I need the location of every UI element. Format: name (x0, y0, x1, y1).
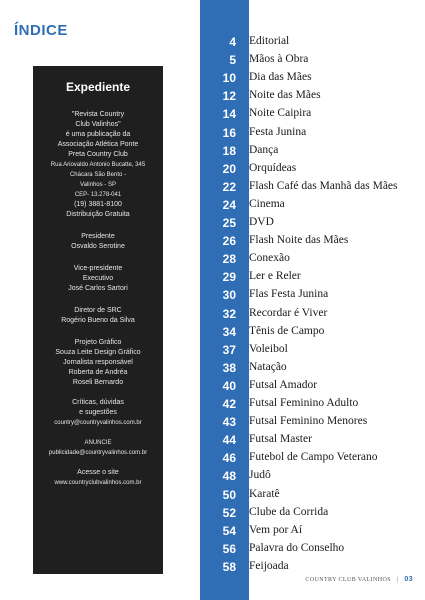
toc-title: Noite das Mães (249, 89, 321, 102)
expediente-line: Roseli Bernardo (72, 379, 124, 386)
expediente-line: "Revista Country (71, 111, 125, 118)
toc-entry[interactable] (0, 268, 425, 286)
toc-entry[interactable] (0, 395, 425, 413)
toc-page-number: 22 (222, 179, 236, 194)
expediente-line: Diretor de SRC (74, 307, 122, 314)
expediente-line: Jornalista responsável (63, 359, 133, 366)
toc-page-number: 24 (222, 197, 236, 212)
toc-title: Noite Caipira (249, 107, 312, 120)
toc-page-number: 34 (222, 324, 236, 339)
expediente-line: ANUNCIE (84, 440, 112, 446)
expediente-line: Preta Country Club (68, 151, 128, 158)
toc-page-number: 43 (222, 415, 236, 430)
expediente-line: Associação Atlética Ponte (57, 141, 139, 148)
toc-page-number: 48 (222, 469, 236, 484)
toc-entry[interactable] (0, 449, 425, 467)
toc-title: Tênis de Campo (249, 324, 325, 337)
toc-title: Recordar é Viver (249, 306, 328, 319)
toc-page-number: 5 (229, 53, 236, 68)
toc-entry[interactable] (0, 467, 425, 485)
toc-entry[interactable] (0, 323, 425, 341)
expediente-line: Souza Leite Design Gráfico (55, 349, 141, 356)
toc-title: Conexão (249, 252, 290, 265)
toc-entry[interactable] (0, 504, 425, 522)
toc-page-number: 42 (222, 397, 236, 411)
expediente-contact-link[interactable]: publicidade@countryvalinhos.com.br (48, 450, 148, 456)
toc-title: Cinema (249, 197, 285, 210)
toc-page-number: 56 (222, 541, 236, 556)
toc-page-number: 28 (222, 252, 236, 267)
page-footer (305, 576, 413, 583)
expediente-line: José Carlos Sartori (68, 285, 128, 292)
expediente-line: Críticas, dúvidas (72, 399, 124, 406)
toc-title: Editorial (249, 35, 290, 47)
expediente-line: Osvaldo Serotine (71, 243, 125, 250)
toc-page-number: 26 (222, 234, 236, 249)
toc-title: Ler e Reler (249, 270, 301, 283)
toc-title: Dia das Mães (249, 71, 312, 84)
toc-title: Vem por Aí (249, 523, 303, 536)
toc-entry[interactable] (0, 178, 425, 196)
toc-page-number: 4 (229, 35, 236, 49)
expediente-line: Vice-presidente (73, 265, 123, 272)
expediente-line: Roberta de Andréa (68, 369, 128, 376)
toc-page-number: 44 (222, 433, 236, 448)
expediente-line: e sugestões (79, 409, 117, 416)
magazine-name: COUNTRY CLUB VALINHOS (305, 577, 391, 583)
toc-entry[interactable] (0, 486, 425, 504)
expediente-line: Distribuição Gratuita (66, 211, 130, 218)
page-number: 03 (404, 576, 413, 583)
toc-page-number: 52 (222, 505, 236, 520)
expediente-title: Expediente (65, 80, 131, 94)
footer-separator: | (396, 577, 399, 583)
toc-page-number: 46 (222, 451, 236, 466)
toc-entry[interactable] (0, 359, 425, 377)
page-title: ÍNDICE (14, 22, 68, 39)
toc-entry[interactable] (0, 305, 425, 323)
expediente-contact-link[interactable]: www.countryclubvalinhos.com.br (54, 480, 142, 486)
toc-title: Mãos à Obra (249, 53, 309, 66)
toc-page-number: 30 (222, 288, 236, 303)
expediente-line: Valinhos - SP (80, 182, 116, 188)
expediente-line: CEP- 13.278-041 (74, 192, 122, 198)
toc-title: Futsal Amador (249, 378, 318, 391)
toc-entry[interactable] (0, 51, 425, 69)
toc-entry[interactable] (0, 232, 425, 250)
toc-title: DVD (249, 216, 274, 228)
expediente-line: Executivo (82, 275, 114, 282)
toc-title: Futsal Master (249, 433, 312, 446)
toc-entry[interactable] (0, 87, 425, 105)
toc-entry[interactable] (0, 413, 425, 431)
toc-entry[interactable] (0, 540, 425, 558)
toc-title: Flash Noite das Mães (249, 234, 349, 247)
expediente-line: Acesse o site (77, 469, 119, 476)
toc-title: Flash Café das Manhã das Mães (249, 179, 398, 192)
toc-entry[interactable] (0, 377, 425, 395)
toc-page-number: 38 (222, 360, 236, 375)
toc-title: Futsal Feminino Menores (249, 415, 368, 428)
expediente-line: (19) 3881-8100 (74, 201, 122, 208)
toc-entry[interactable] (0, 250, 425, 268)
toc-entry[interactable] (0, 558, 425, 576)
expediente-line: Chácara São Bento - (69, 172, 127, 178)
toc-title: Voleibol (249, 342, 288, 355)
toc-title: Festa Junina (249, 125, 307, 138)
toc-page-number: 20 (222, 161, 236, 176)
toc-title: Feijoada (249, 559, 289, 572)
toc-page-number: 50 (222, 487, 236, 502)
expediente-line: Club Valinhos" (75, 121, 121, 128)
toc-entry[interactable] (0, 105, 425, 123)
toc-page-number: 16 (222, 125, 236, 140)
toc-entry[interactable] (0, 69, 425, 87)
toc-page-number: 18 (222, 143, 236, 158)
expediente-line: Projeto Gráfico (74, 339, 122, 346)
toc-entry[interactable] (0, 142, 425, 160)
toc-entry[interactable] (0, 196, 425, 214)
expediente-line: Presidente (81, 233, 115, 240)
toc-title: Palavra do Conselho (249, 541, 345, 554)
toc-page-number: 25 (222, 216, 236, 230)
toc-page-number: 54 (222, 523, 236, 538)
toc-title: Natação (249, 360, 287, 373)
toc-title: Judô (249, 469, 271, 482)
toc-page-number: 32 (222, 306, 236, 321)
toc-entry[interactable] (0, 522, 425, 540)
toc-title: Futebol de Campo Veterano (249, 451, 378, 464)
toc-entry[interactable] (0, 124, 425, 142)
toc-page-number: 14 (222, 107, 236, 122)
toc-title: Flas Festa Junina (249, 288, 329, 301)
toc-page-number: 29 (222, 270, 236, 285)
expediente-line: Rua Ariovaldo Antonio Bucatte, 345 (50, 162, 146, 168)
toc-entry[interactable] (0, 341, 425, 359)
toc-title: Clube da Corrida (249, 505, 329, 518)
expediente-line: Rogério Bueno da Silva (61, 317, 135, 324)
toc-entry[interactable] (0, 431, 425, 449)
toc-entry[interactable] (0, 286, 425, 304)
expediente-line: é uma publicação da (65, 131, 131, 138)
toc-title: Dança (249, 143, 279, 156)
toc-entry[interactable] (0, 214, 425, 232)
toc-entry[interactable] (0, 33, 425, 51)
toc-title: Karatê (249, 487, 280, 500)
toc-page-number: 12 (222, 89, 236, 104)
toc-entry[interactable] (0, 160, 425, 178)
expediente-contact-link[interactable]: country@countryvalinhos.com.br (54, 420, 142, 426)
toc-page-number: 10 (222, 71, 236, 86)
toc-page-number: 40 (222, 378, 236, 393)
toc-title: Futsal Feminino Adulto (249, 397, 359, 409)
toc-title: Orquídeas (249, 161, 297, 174)
toc-page-number: 37 (222, 342, 236, 357)
toc-page-number: 58 (222, 559, 236, 574)
